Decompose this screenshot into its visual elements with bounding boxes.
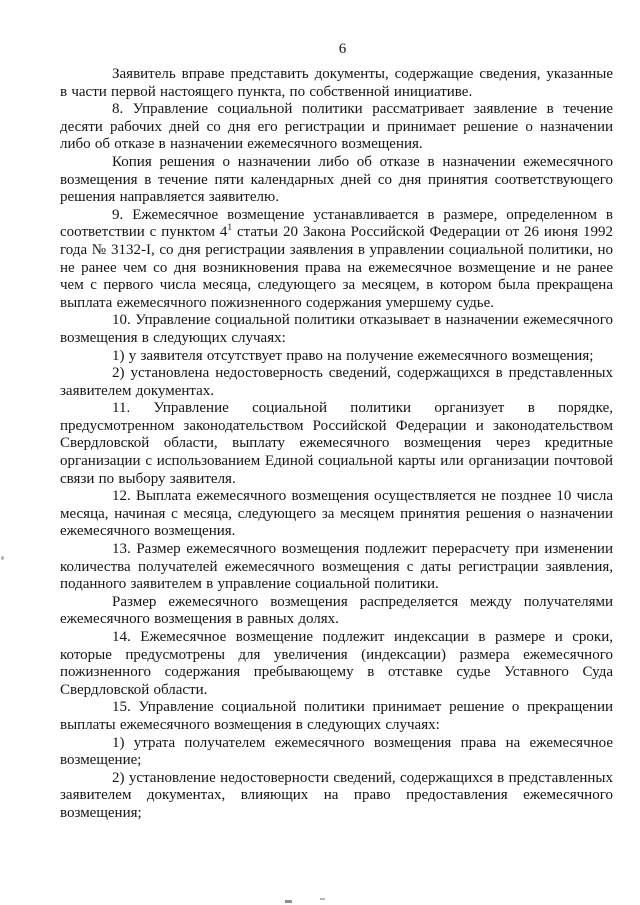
paragraph-11: Размер ежемесячного возмещения распределяется между получателями ежемесячного возмещения в равных долях. <box>60 593 613 628</box>
paragraph-04-text-before: 9. Ежемесячное возмещение устанавливается в размере, определенном в соответствии с пунктом 4 <box>60 206 613 241</box>
superscript-index: 1 <box>227 223 233 234</box>
page-number: 6 <box>338 41 347 57</box>
paragraph-09: 12. Выплата ежемесячного возмещения осуществляется не позднее 10 числа месяца, начиная с месяца, следующего за месяцем принятия решения о назначении ежемесячного возмещения. <box>60 488 613 540</box>
paragraph-12: 14. Ежемесячное возмещение подлежит индексации в размере и сроки, которые предусмотрены для увеличения (индексации) размера ежемесячного пожизненного содержания пребывающему в отставке судье Уставного Суда Свердловской области. <box>60 629 613 698</box>
paragraph-10: 13. Размер ежемесячного возмещения подлежит перерасчету при изменении количества получателей ежемесячного возмещения с даты регистрации заявления, поданного заявителем в управление социальной политики. <box>60 541 613 593</box>
paragraph-05: 10. Управление социальной политики отказывает в назначении ежемесячного возмещения в следующих случаях: <box>60 312 613 346</box>
paragraph-02: 8. Управление социальной политики рассматривает заявление в течение десяти рабочих дней со дня его регистрации и принимает решение о назначении либо об отказе в назначении ежемесячного возмещения. <box>60 101 613 153</box>
paragraph-06: 1) у заявителя отсутствует право на получение ежемесячного возмещения; <box>112 347 594 364</box>
paragraph-07: 2) установлена недостоверность сведений, содержащихся в представленных заявителем документах. <box>60 365 613 399</box>
paragraph-15: 2) установление недостоверности сведений, содержащихся в представленных заявителем документах, влияющих на право предоставления ежемесячного возмещения; <box>60 769 613 821</box>
scan-artifact <box>1 556 4 560</box>
scan-artifact <box>285 900 292 903</box>
paragraph-13: 15. Управление социальной политики принимает решение о прекращении выплаты ежемесячного возмещения в следующих случаях: <box>60 699 613 733</box>
paragraph-01: Заявитель вправе представить документы, содержащие сведения, указанные в части первой настоящего пункта, по собственной инициативе. <box>60 66 613 100</box>
paragraph-04 <box>60 207 613 313</box>
scan-artifact <box>320 898 325 900</box>
text-block <box>60 40 613 823</box>
paragraph-03: Копия решения о назначении либо об отказе в назначении ежемесячного возмещения в течение пяти календарных дней со дня принятия соответствующего решения направляется заявителю. <box>60 153 613 206</box>
paragraph-14: 1) утрата получателем ежемесячного возмещения права на ежемесячное возмещение; <box>60 734 613 769</box>
paragraph-08: 11. Управление социальной политики организует в порядке, предусмотренном законодательством Российской Федерации и законодательством Свердловской области, выплату ежемесячного возмещения через кредитные организации с использованием Единой социальной карты или организации почтовой связи по выбору заявителя. <box>60 400 613 487</box>
paragraph-04-text-after: статьи 20 Закона Российской Федерации от 26 июня 1992 года № 3132-I, со дня регистрации заявления в управлении социальной политики, но не ранее чем со дня возникновения права на ежемесячное возмещение и не ранее чем с первого числа месяца, следующего за месяцем, в котором была прекращена выплата ежемесячного пожизненного содержания умершему судье. <box>60 224 613 311</box>
